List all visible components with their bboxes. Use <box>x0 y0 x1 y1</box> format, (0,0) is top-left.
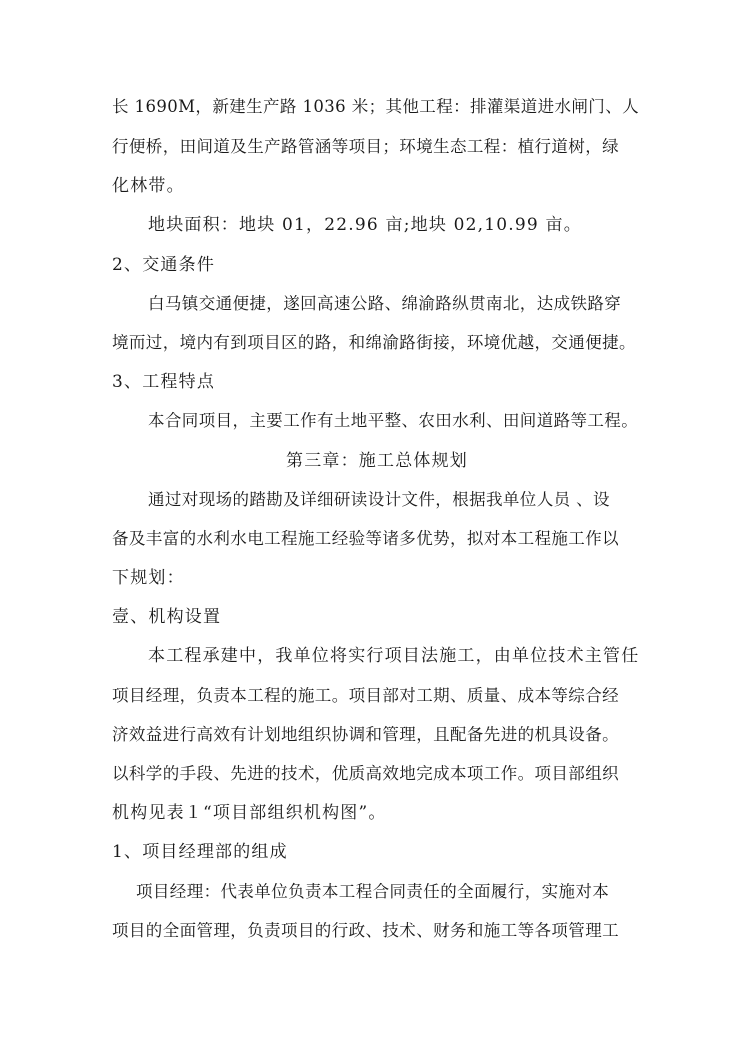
body-text-line: 项目经理，负责本工程的施工。项目部对工期、质量、成本等综合经 <box>112 686 619 705</box>
body-text-line: 地块面积：地块 01，22.96 亩;地块 02,10.99 亩。 <box>148 215 582 235</box>
body-text-line: 长 1690M，新建生产路 1036 米；其他工程：排灌渠道进水闸门、人 <box>112 97 640 116</box>
section-heading: 2、交通条件 <box>112 255 216 275</box>
body-text-line: 本合同项目，主要工作有土地平整、农田水利、田间道路等工程。 <box>148 411 639 430</box>
body-text-line: 境而过，境内有到项目区的路，和绵渝路街接，环境优越，交通便捷。 <box>112 333 636 352</box>
body-text-line: 备及丰富的水利水电工程施工经验等诸多优势，拟对本工程施工作以 <box>112 529 619 548</box>
body-text-line: 白马镇交通便捷，遂回高速公路、绵渝路纵贯南北，达成铁路穿 <box>148 294 622 313</box>
body-text-line: 行便桥，田间道及生产路管涵等项目；环境生态工程：植行道树，绿 <box>112 137 619 156</box>
body-text-line: 项目经理：代表单位负责本工程合同责任的全面履行，实施对本 <box>136 882 610 901</box>
body-text-line: 以科学的手段、先进的技术，优质高效地完成本项工作。项目部组织 <box>112 764 619 783</box>
chapter-title: 第三章：施工总体规划 <box>286 451 468 471</box>
body-text-line: 济效益进行高效有计划地组织协调和管理，且配备先进的机具设备。 <box>112 725 619 744</box>
body-text-line: 下规划： <box>112 568 185 588</box>
body-text-line: 通过对现场的踏勘及详细研读设计文件，根据我单位人员 、设 <box>148 490 610 509</box>
body-text-line: 项目的全面管理，负责项目的行政、技术、财务和施工等各项管理工 <box>112 921 619 940</box>
section-heading: 3、工程特点 <box>112 372 216 392</box>
body-text-line: 机构见表１“项目部组织机构图”。 <box>112 803 387 823</box>
section-heading: 1、项目经理部的组成 <box>112 842 288 862</box>
body-text-line: 化林带。 <box>112 176 185 196</box>
section-heading: 壹、机构设置 <box>112 607 222 627</box>
body-text-line: 本工程承建中，我单位将实行项目法施工，由单位技术主管任 <box>148 646 640 666</box>
